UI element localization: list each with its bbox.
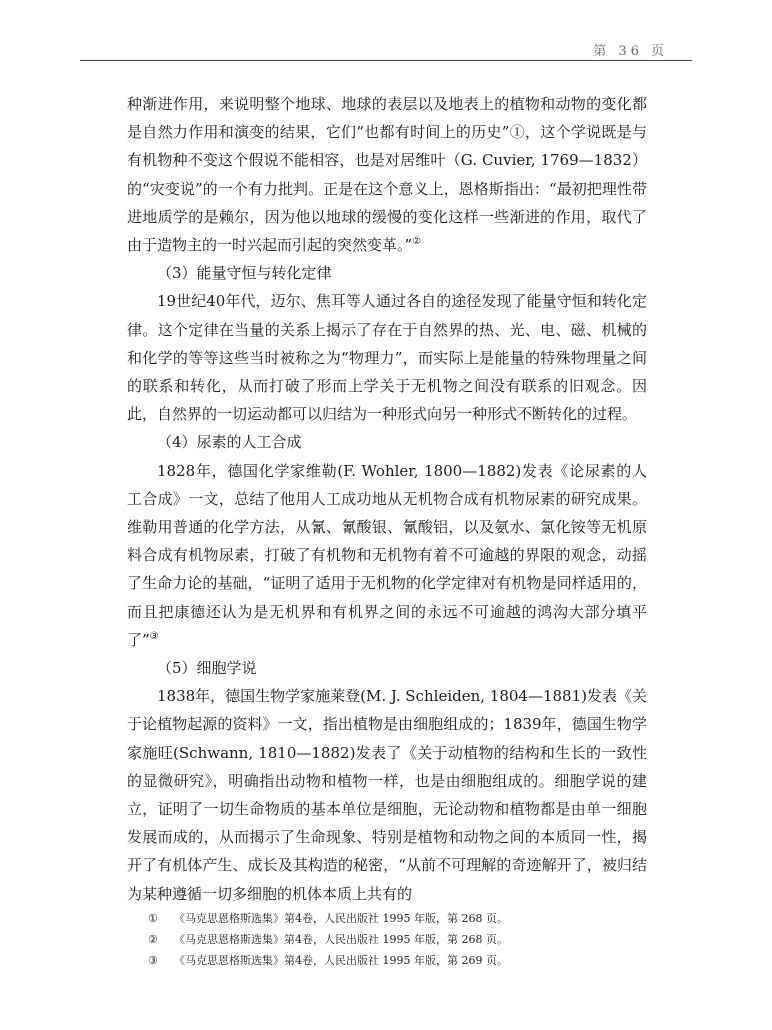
paragraph-urea-text: 1828年，德国化学家维勒(F. Wohler, 1800—1882)发表《论尿素的人工合成》一文，总结了他用人工成功地从无机物合成有机物尿素的研究成果。维勒用普通的化学方法，从氰、氰酸银、氰酸铝，以及氨水、氯化铵等无机原料合成有机物尿素，打破了有机物和无机物有着不可逾越的界限的观念，动摇了生命力论的基础，“证明了适用于无机物的化学定律对有机物是同样适用的，而且把康德还认为是无机界和有机界之间的永远不可逾越的鸿沟大部分填平了” xyxy=(127,461,647,649)
section-heading-cell-theory: （5）细胞学说 xyxy=(157,659,257,678)
paragraph-urea xyxy=(127,457,647,654)
paragraph-energy: 19世纪40年代，迈尔、焦耳等人通过各自的途径发现了能量守恒和转化定律。这个定律在当量的关系上揭示了存在于自然界的热、光、电、磁、机械的和化学的等等这些当时被称之为“物理力”，而实际上是能量的特殊物理量之间的联系和转化，从而打破了形而上学关于无机物之间没有联系的旧观念。因此，自然界的一切运动都可以归结为一种形式向另一种形式不断转化的过程。 xyxy=(127,292,647,424)
header-rule xyxy=(80,60,692,61)
page-number: 第 36 页 xyxy=(593,44,668,59)
footnote-ref-3: ③ xyxy=(149,630,159,642)
footnote-marker: ① xyxy=(148,912,158,925)
footnote-text: 《马克思恩格斯选集》第4卷，人民出版社 1995 年版，第 268 页。 xyxy=(174,912,508,925)
body-text xyxy=(127,90,647,908)
footnote-2 xyxy=(148,929,588,950)
footnote-1 xyxy=(148,908,588,929)
footnote-marker: ② xyxy=(148,933,158,946)
section-heading-energy: （3）能量守恒与转化定律 xyxy=(157,264,332,283)
paragraph-geology-text: 种渐进作用，来说明整个地球、地球的表层以及地表上的植物和动物的变化都是自然力作用和演变的结果，它们“也都有时间上的历史”①，这个学说既是与有机物种不变这个假说不能相容，也是对居维叶（G. Cuvier, 1769—1832）的“灾变说”的一个有力批判。正是在这个意义上，恩格斯指出：“最初把理性带进地质学的是赖尔，因为他以地球的缓慢的变化这样一些渐进的作用，取代了由于造物主的一时兴起而引起的突然变革。” xyxy=(127,95,647,255)
footnote-marker: ③ xyxy=(148,954,158,967)
footnote-text: 《马克思恩格斯选集》第4卷，人民出版社 1995 年版，第 268 页。 xyxy=(174,933,508,946)
footnote-text: 《马克思恩格斯选集》第4卷，人民出版社 1995 年版，第 269 页。 xyxy=(174,954,508,967)
paragraph-geology xyxy=(127,90,647,259)
paragraph-cell-theory: 1838年，德国生物学家施莱登(M. J. Schleiden, 1804—1881)发表《关于论植物起源的资料》一文，指出植物是由细胞组成的；1839年，德国生物学家施旺(Schwann, 1810—1882)发表了《关于动植物的结构和生长的一致性的显微研究》，明确指出动物和植物一样，也是由细胞组成的。细胞学说的建立，证明了一切生命物质的基本单位是细胞，无论动物和植物都是由单一细胞发展而成的，从而揭示了生命现象、特别是植物和动物之间的本质同一性，揭开了有机体产生、成长及其构造的秘密，“从前不可理解的奇迹解开了，被归结为某种遵循一切多细胞的机体本质上共有的 xyxy=(127,687,647,903)
section-heading-urea: （4）尿素的人工合成 xyxy=(157,433,302,452)
footnotes xyxy=(148,908,588,971)
footnote-ref-2: ② xyxy=(412,236,422,248)
footnote-3 xyxy=(148,950,588,971)
